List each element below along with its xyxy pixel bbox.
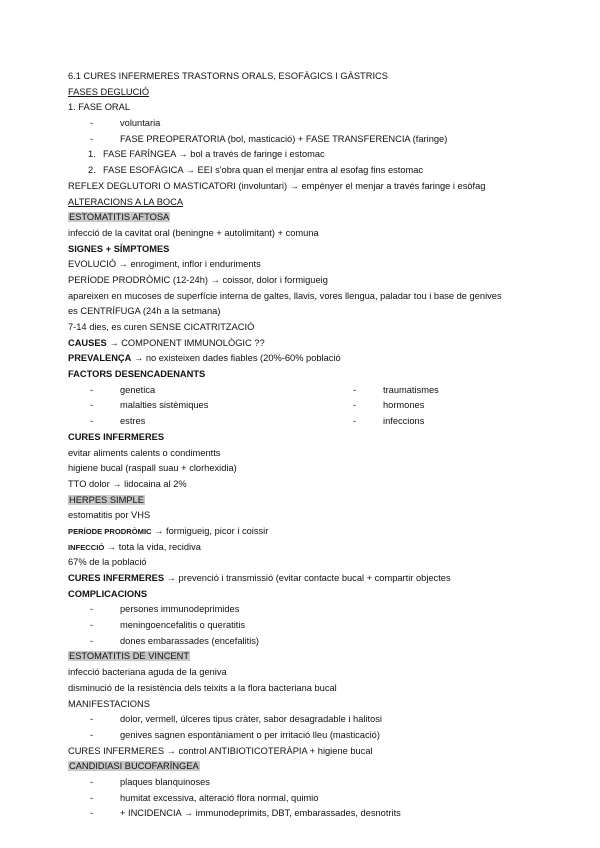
fase-oral-heading: 1. FASE ORAL <box>68 102 131 113</box>
text-line: es CENTRÍFUGA (24h a la setmana) <box>68 306 221 317</box>
heading-herpes-simple: HERPES SIMPLE <box>69 494 144 505</box>
document-title: 6.1 CURES INFERMERES TRASTORNS ORALS, ESOFÀGICS I GÀSTRICS <box>68 71 388 81</box>
causes-line: CAUSES → COMPONENT IMMUNOLÒGIC ?? <box>68 337 265 348</box>
text-line: estomatitis por VHS <box>68 510 151 521</box>
list-item: - persones immunodeprimides <box>90 604 240 615</box>
factors-row: - genetica - traumatismes <box>90 384 439 395</box>
text-line: apareixen en mucoses de superfície interna de galtes, llavis, vores llengua, paladar tou i base de genives <box>68 290 502 301</box>
text-line: infecció de la cavitat oral (beningne + autolimitant) + comuna <box>68 227 319 238</box>
document-body <box>68 69 568 822</box>
section-heading-alteracions: ALTERACIONS A LA BOCA <box>68 196 184 207</box>
text-line: TTO dolor → lidocaina al 2% <box>68 478 187 489</box>
text-line: higiene bucal (raspall suau + clorhexidia) <box>68 463 237 474</box>
subheading-complicacions: COMPLICACIONS <box>68 588 148 599</box>
factors-row: - malalties sistèmiques - hormones <box>90 400 425 411</box>
numbered-item: 2. FASE ESOFÀGICA → EEI s'obra quan el menjar entra al esofag fins estomac <box>88 165 424 176</box>
text-line: evitar aliments calents o condimentts <box>68 447 221 458</box>
list-item: - genives sagnen espontàniament o per irritació lleu (masticació) <box>90 729 380 740</box>
text-line: EVOLUCIÓ → enrogiment, inflor i enduriments <box>68 259 261 270</box>
text-line: disminució de la resistència dels teixits a la flora bacteriana bucal <box>68 682 337 693</box>
subheading-factors: FACTORS DESENCADENANTS <box>68 369 206 380</box>
list-item: - humitat excessiva, alteració flora normal, quimio <box>90 792 319 803</box>
list-item: - + INCIDENCIA → immunodeprimits, DBT, embarassades, desnotrits <box>90 808 401 819</box>
subheading-manifestacions: MANIFESTACIONS <box>68 698 150 709</box>
text-line: PERÍODE PRODRÒMIC (12-24h) → coissor, dolor i formigueig <box>68 274 328 285</box>
periode-line: PERÍODE PRODRÒMIC → formigueig, picor i coissir <box>68 525 269 536</box>
heading-estomatitis-aftosa: ESTOMATITIS AFTOSA <box>69 212 170 223</box>
prevalenca-line: PREVALENÇA → no existeixen dades fiables (20%-60% població <box>68 353 341 364</box>
section-heading-fases: FASES DEGLUCIÓ <box>68 86 150 97</box>
cures-line: CURES INFERMERES → prevenció i transmissió (evitar contacte bucal + compartir objectes <box>68 573 451 583</box>
infeccio-line: INFECCIÓ → tota la vida, recidiva <box>68 541 201 552</box>
text-line: 67% de la població <box>68 557 147 568</box>
list-item: - dolor, vermell, úlceres tipus cràter, sabor desagradable i halitosi <box>90 714 382 725</box>
list-item: - voluntaria <box>90 118 161 129</box>
reflex-text: REFLEX DEGLUTORI O MASTICATORI (involuntari) → empènyer el menjar a través faringe i esòfag <box>68 180 486 191</box>
text-line: CURES INFERMERES → control ANTIBIOTICOTERÀPIA + higiene bucal <box>68 745 373 756</box>
list-item: - dones embarassades (encefalitis) <box>90 635 260 646</box>
list-item: - meningoencefalitis o queratitis <box>90 620 246 631</box>
text-line: 7-14 dies, es curen SENSE CICATRITZACIÓ <box>68 322 255 332</box>
subheading-cures: CURES INFERMERES <box>68 431 165 442</box>
text-line: infecció bacteriana aguda de la geniva <box>68 667 227 678</box>
numbered-item: 1. FASE FARÍNGEA → bol a través de faringe i estomac <box>88 149 325 160</box>
subheading-signes: SIGNES + SÍMPTOMES <box>68 243 170 254</box>
heading-candidiasi: CANDIDIASI BUCOFARÍNGEA <box>69 761 199 772</box>
heading-estomatitis-vincent: ESTOMATITIS DE VINCENT <box>69 651 190 662</box>
list-item: - FASE PREOPERATORIA (bol, masticació) + FASE TRANSFERENCIA (faringe) <box>90 133 448 144</box>
factors-row: - estres - infeccions <box>90 416 425 427</box>
list-item: - plaques blanquinoses <box>90 776 210 787</box>
